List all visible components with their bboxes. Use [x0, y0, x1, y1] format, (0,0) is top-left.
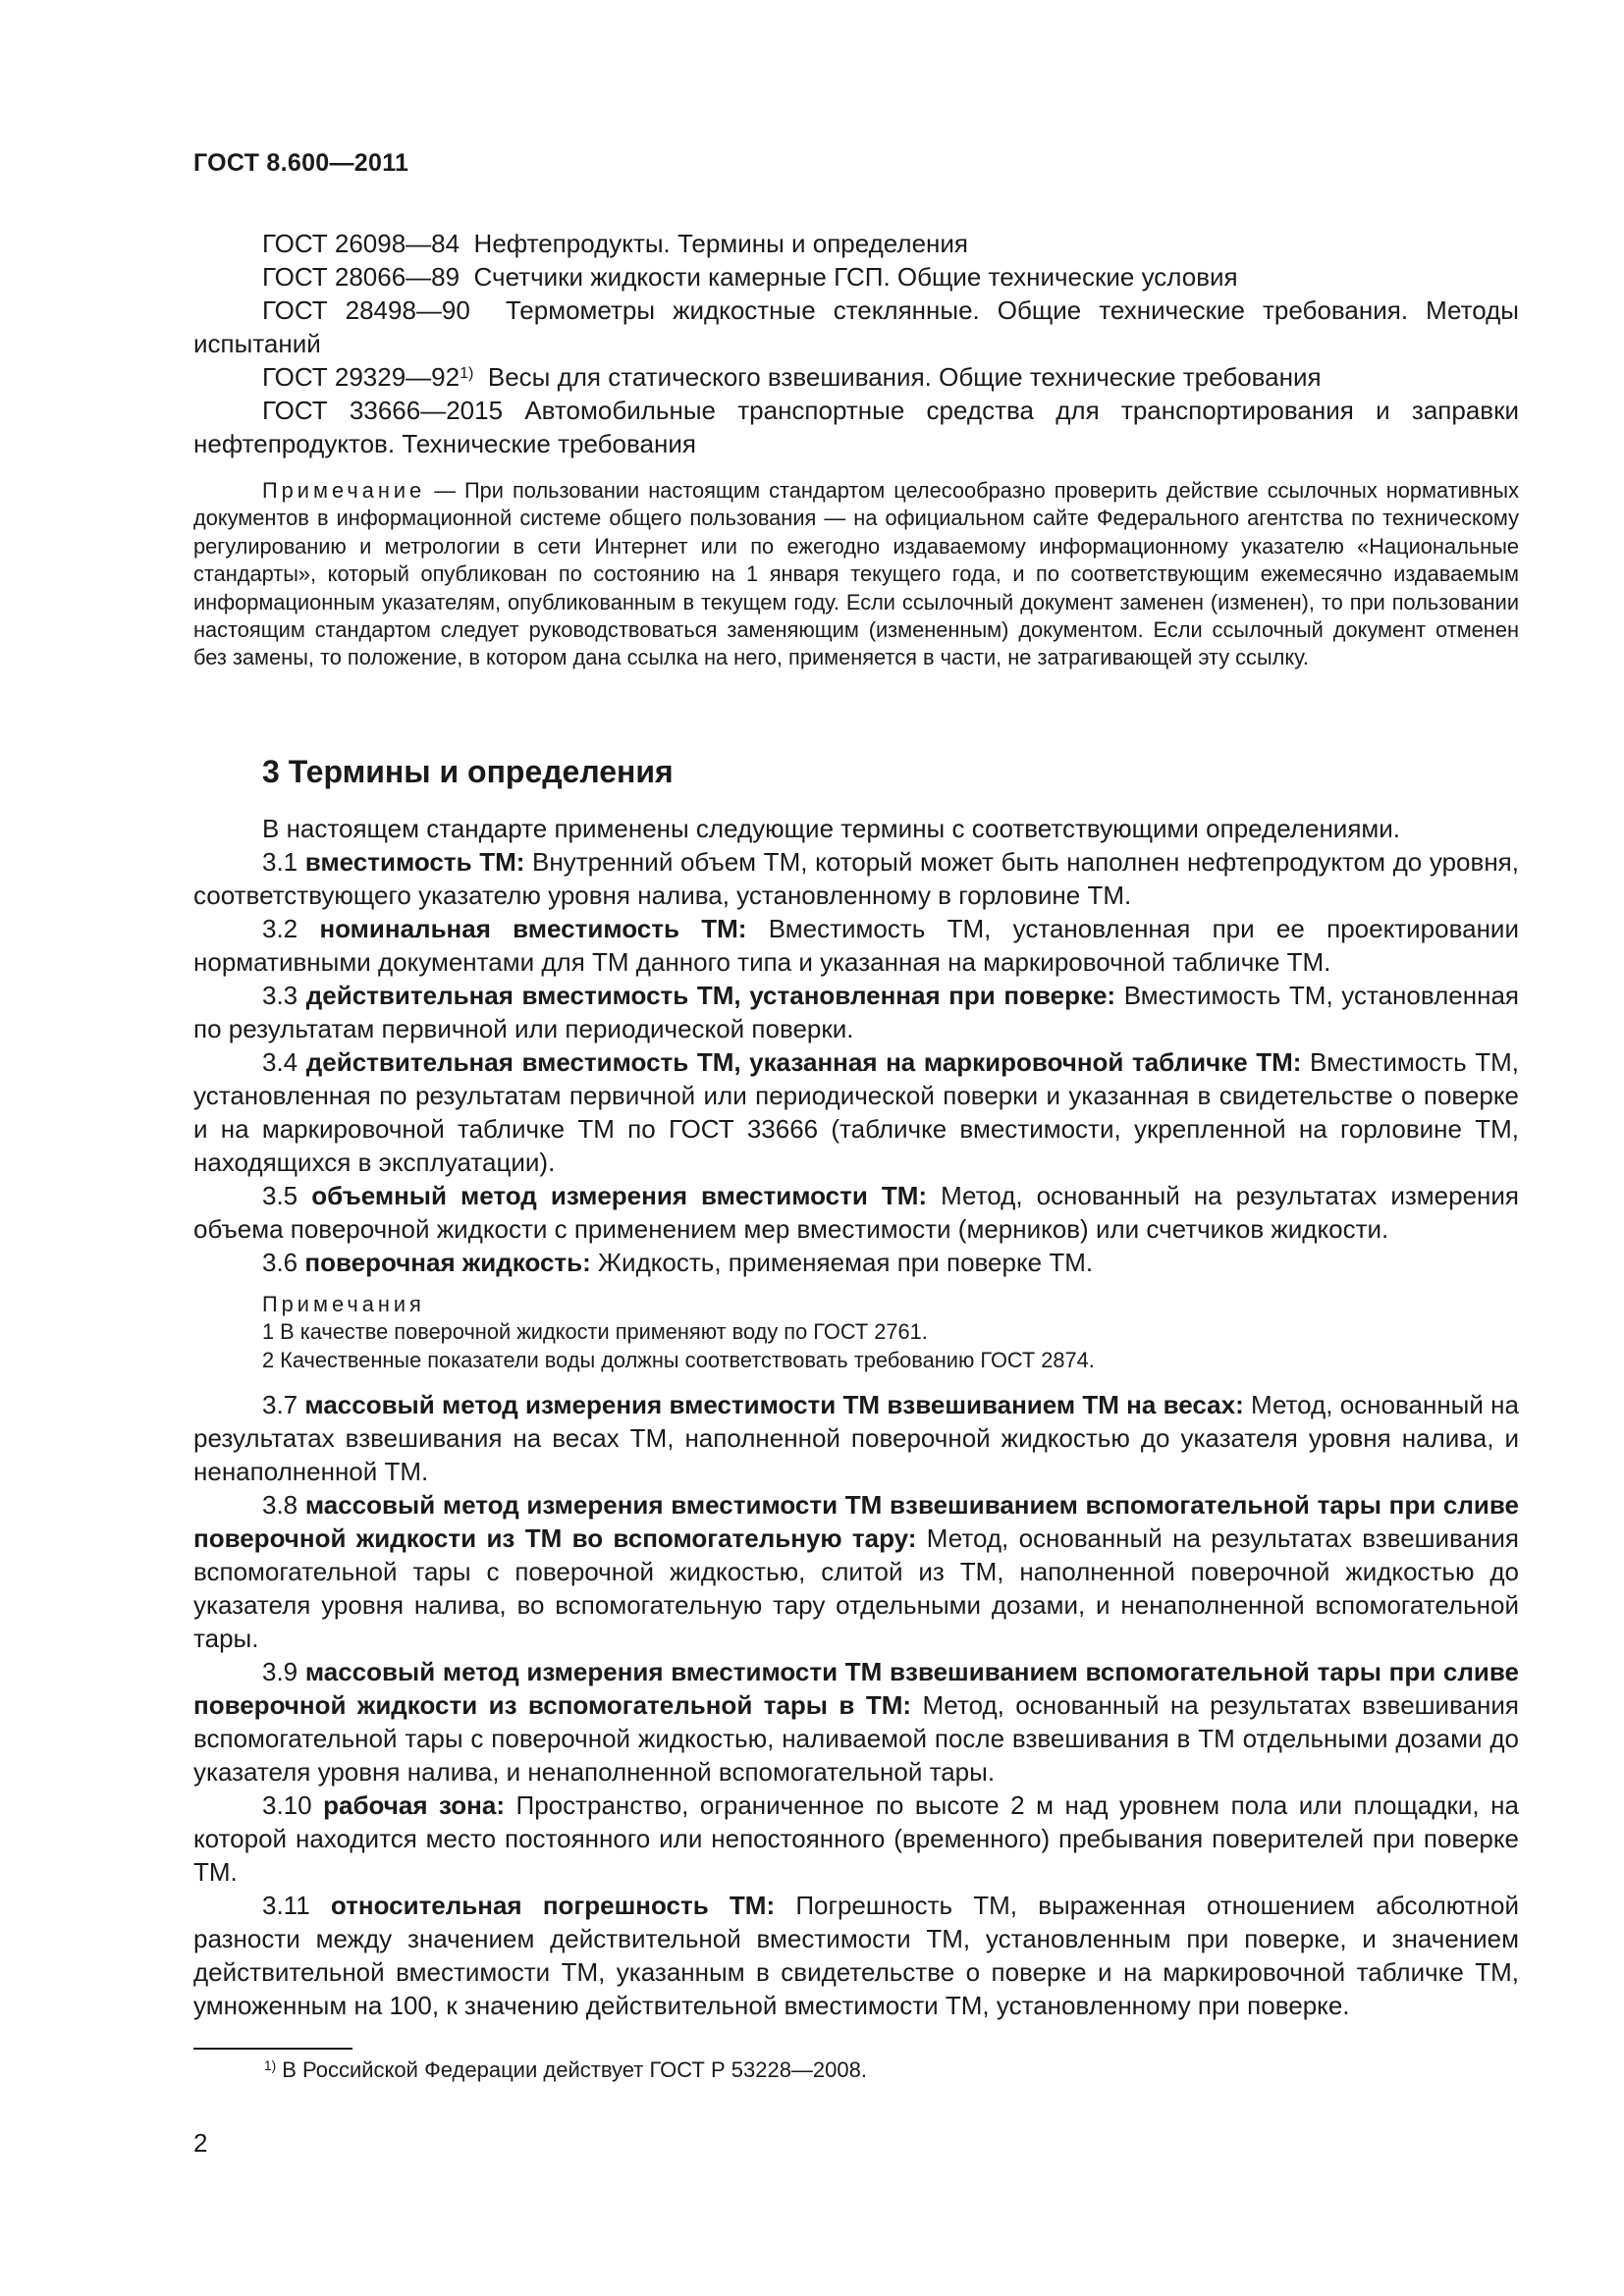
- term-name: относительная погрешность ТМ:: [330, 1891, 776, 1921]
- term-item: [193, 845, 1519, 912]
- footnote: [264, 2056, 867, 2085]
- term-number: 3.2: [262, 914, 298, 943]
- term-definition: Внутренний объем ТМ, который может быть наполнен нефтепродуктом до уровня, соответствующего указателю уровня налива, установленному в горловине ТМ.: [193, 847, 1519, 910]
- term-item: [193, 1246, 1519, 1279]
- term-note-item: 2 Качественные показатели воды должны соответствовать требованию ГОСТ 2874.: [262, 1347, 1095, 1372]
- term-name: действительная вместимость ТМ, установленная при поверке:: [305, 981, 1116, 1010]
- term-item: [193, 1655, 1519, 1789]
- term-number: 3.4: [262, 1047, 298, 1077]
- page-number: 2: [193, 2128, 208, 2158]
- term-number: 3.9: [262, 1657, 298, 1687]
- term-name: массовый метод измерения вместимости ТМ взвешиванием вспомогательной тары при сливе поверочной жидкости из вспомогательной тары в ТМ:: [193, 1657, 1519, 1721]
- footnote-text: В Российской Федерации действует ГОСТ Р 53228—2008.: [282, 2057, 867, 2082]
- term-item: [193, 1179, 1519, 1246]
- reference-std: ГОСТ 33666—2015: [262, 396, 504, 425]
- term-definition: Метод, основанный на результатах взвешивания вспомогательной тары с поверочной жидкостью, слитой из ТМ, наполненной поверочной жидкостью до указателя уровня налива, во вспомогательную тару отдельными дозами, и ненаполненной вспомогательной тары.: [193, 1523, 1519, 1654]
- term-number: 3.6: [262, 1248, 298, 1277]
- term-number: 3.11: [262, 1891, 310, 1921]
- reference-std: ГОСТ 26098—84: [262, 229, 460, 258]
- reference-item: [193, 360, 1519, 394]
- term-definition: Вместимость ТМ, установленная по результатам первичной или периодической поверки и указанная в свидетельстве о поверке и на маркировочной табличке ТМ по ГОСТ 33666 (табличке вместимости, укрепленной на горловине ТМ, находящихся в эксплуатации).: [193, 1047, 1519, 1177]
- term-number: 3.3: [262, 981, 298, 1010]
- reference-std: ГОСТ 29329—92: [262, 362, 460, 392]
- reference-title: Нефтепродукты. Термины и определения: [473, 229, 968, 258]
- page-header: ГОСТ 8.600—2011: [193, 149, 409, 177]
- term-item: [193, 1045, 1519, 1179]
- term-name: вместимость ТМ:: [304, 847, 525, 877]
- term-number: 3.7: [262, 1390, 298, 1420]
- term-definition: Метод, основанный на результатах взвешивания на весах ТМ, наполненной поверочной жидкостью до указателя уровня налива, и ненаполненной ТМ.: [193, 1390, 1519, 1487]
- term-name: объемный метод измерения вместимости ТМ:: [311, 1181, 928, 1210]
- note-dash: —: [425, 478, 465, 503]
- term-number: 3.1: [262, 847, 298, 877]
- term-item: [193, 1789, 1519, 1889]
- footnote-marker: 1): [460, 364, 474, 382]
- reference-item: [193, 394, 1519, 460]
- reference-item: [193, 227, 1519, 260]
- references-list: [193, 227, 1519, 460]
- term-notes-label: Примечания: [262, 1292, 425, 1316]
- term-name: номинальная вместимость ТМ:: [319, 914, 747, 943]
- footnote-marker: 1): [264, 2058, 277, 2073]
- reference-title: Автомобильные транспортные средства для транспортирования и заправки нефтепродуктов. Технические требования: [193, 396, 1519, 458]
- references-note: [193, 477, 1519, 672]
- reference-title: Счетчики жидкости камерные ГСП. Общие технические условия: [473, 262, 1238, 292]
- reference-std: ГОСТ 28498—90: [262, 295, 470, 325]
- reference-item: [193, 294, 1519, 360]
- term-item: [193, 1889, 1519, 2022]
- term-note-item: 1 В качестве поверочной жидкости применяют воду по ГОСТ 2761.: [262, 1319, 928, 1345]
- footnote-separator: [193, 2048, 352, 2050]
- term-name: массовый метод измерения вместимости ТМ взвешиванием ТМ на весах:: [304, 1390, 1244, 1420]
- term-definition: Погрешность ТМ, выраженная отношением абсолютной разности между значением действительной вместимости ТМ, установленным при поверке, и значением действительной вместимости ТМ, указанным в свидетельстве о поверке и на маркировочной табличке ТМ, умноженным на 100, к значению действительной вместимости ТМ, установленному при поверке.: [193, 1891, 1519, 2021]
- term-definition: Вместимость ТМ, установленная при ее проектировании нормативными документами для ТМ данного типа и указанная на маркировочной табличке ТМ.: [193, 914, 1519, 977]
- terms-section: [193, 812, 1519, 2022]
- term-number: 3.10: [262, 1790, 312, 1821]
- term-number: 3.5: [262, 1181, 298, 1210]
- term-item: [193, 912, 1519, 979]
- term-definition: Пространство, ограниченное по высоте 2 м над уровнем пола или площадки, на которой находится место постоянного или непостоянного (временного) пребывания поверителей при поверке ТМ.: [193, 1790, 1519, 1888]
- reference-item: [193, 260, 1519, 294]
- section-intro: В настоящем стандарте применены следующие термины с соответствующими определениями.: [262, 814, 1401, 843]
- section-title: 3 Термины и определения: [262, 754, 674, 789]
- reference-title: Термометры жидкостные стеклянные. Общие технические требования. Методы испытаний: [193, 295, 1519, 358]
- term-item: [193, 1488, 1519, 1655]
- term-name: массовый метод измерения вместимости ТМ взвешиванием вспомогательной тары при сливе поверочной жидкости из ТМ во вспомогательную тару:: [193, 1490, 1519, 1554]
- note-label: Примечание: [262, 478, 426, 503]
- term-name: поверочная жидкость:: [304, 1248, 591, 1277]
- term-definition: Метод, основанный на результатах измерения объема поверочной жидкости с применением мер вместимости (мерников) или счетчиков жидкости.: [193, 1181, 1520, 1244]
- term-number: 3.8: [262, 1490, 298, 1521]
- reference-std: ГОСТ 28066—89: [262, 262, 460, 292]
- term-name: рабочая зона:: [323, 1790, 505, 1821]
- term-item: [193, 1388, 1519, 1488]
- term-definition: Вместимость ТМ, установленная по результатам первичной или периодической поверки.: [193, 981, 1519, 1043]
- reference-title: Весы для статического взвешивания. Общие технические требования: [487, 362, 1322, 392]
- term-item: [193, 979, 1519, 1045]
- note-text: При пользовании настоящим стандартом целесообразно проверить действие ссылочных нормативных документов в информационной системе общего пользования — на официальном сайте Федерального агентства по техническому регулированию и метрологии в сети Интернет или по ежегодно издаваемому информационному указателю «Национальные стандарты», который опубликован по состоянию на 1 января текущего года, и по соответствующим ежемесячно издаваемым информационным указателям, опубликованным в текущем году. Если ссылочный документ заменен (изменен), то при пользовании настоящим стандартом следует руководствоваться заменяющим (измененным) документом. Если ссылочный документ отменен без замены, то положение, в котором дана ссылка на него, применяется в части, не затрагивающей эту ссылку.: [193, 478, 1519, 670]
- term-definition: Метод, основанный на результатах взвешивания вспомогательной тары с поверочной жидкостью, наливаемой после взвешивания в ТМ отдельными дозами до указателя уровня налива, и ненаполненной вспомогательной тары.: [193, 1690, 1519, 1788]
- term-definition: Жидкость, применяемая при поверке ТМ.: [598, 1248, 1094, 1277]
- term-notes: [262, 1291, 1519, 1374]
- term-name: действительная вместимость ТМ, указанная на маркировочной табличке ТМ:: [305, 1047, 1302, 1077]
